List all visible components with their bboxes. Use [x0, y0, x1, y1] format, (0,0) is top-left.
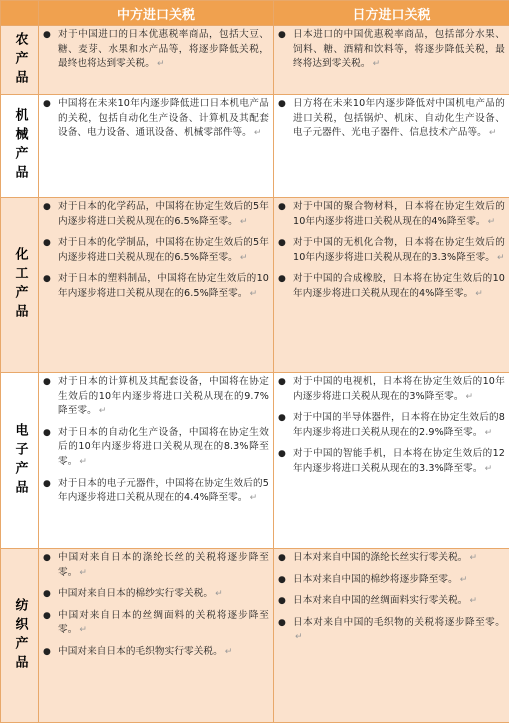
tariff-text: 日方将在未来10年内逐步降低对中国机电产品的进口关税，包括锅炉、机床、自动化生产设备、电子元器件、光电子器件、信息技术产品等。: [293, 98, 505, 139]
tariff-text: 对于中国的半导体器件，日本将在协定生效后的8年内逐步将进口关税从现在的2.9%降至零。: [293, 412, 505, 438]
tariff-text: 日本对来自中国的棉纱将逐步降至零。: [293, 573, 458, 585]
bullet-icon: ●: [278, 202, 286, 212]
cn-tariff-cell: [39, 95, 274, 198]
paragraph-mark-icon: ↵: [156, 59, 165, 70]
paragraph-mark-icon: ↵: [215, 589, 223, 600]
paragraph-mark-icon: ↵: [79, 456, 88, 467]
tariff-item: [43, 587, 269, 602]
paragraph-mark-icon: ↵: [469, 596, 478, 607]
tariff-item: [43, 609, 269, 638]
paragraph-mark-icon: ↵: [239, 216, 248, 227]
tariff-text: 中国将在未来10年内逐步降低进口日本机电产品的关税，包括自动化生产设备、计算机及其配套设备、电力设备、通讯设备、机械零部件等。: [58, 98, 269, 139]
tariff-text: 对于中国进口的日本优惠税率商品，包括大豆、糖、麦芽、水果和水产品等，将逐步降低关税，最终也将达到零关税。: [58, 29, 269, 70]
tariff-text-wrap: [293, 447, 505, 476]
table-row: [1, 26, 509, 95]
tariff-text: 对于中国的无机化合物，日本将在协定生效后的10年内逐步将进口关税从现在的3.3%降至零。: [293, 237, 505, 263]
tariff-text-wrap: [58, 426, 269, 470]
category-cell: [1, 373, 39, 549]
tariff-text-wrap: [293, 272, 505, 301]
tariff-item: [278, 97, 505, 141]
bullet-icon: ●: [278, 596, 286, 607]
tariff-text-wrap: [58, 272, 269, 301]
bullet-icon: ●: [278, 449, 286, 460]
tariff-text: 对于日本的化学药品，中国将在协定生效后的5年内逐步将进口关税从现在的6.5%降至零。: [58, 201, 269, 227]
bullet-icon: ●: [43, 274, 51, 285]
tariff-text-wrap: [58, 477, 269, 506]
paragraph-mark-icon: ↵: [253, 128, 262, 139]
tariff-item: [278, 272, 505, 301]
bullet-icon: ●: [43, 377, 51, 387]
paragraph-mark-icon: ↵: [79, 625, 88, 636]
tariff-text-wrap: [293, 573, 505, 588]
paragraph-mark-icon: ↵: [484, 463, 493, 474]
tariff-text-wrap: [58, 645, 269, 660]
category-label: 纺织产品: [12, 597, 28, 674]
bullet-icon: ●: [43, 553, 51, 563]
tariff-text: 日本对来自中国的毛织物的关税将逐步降至零。: [293, 616, 505, 628]
tariff-item: [278, 594, 505, 609]
bullet-icon: ●: [43, 646, 51, 657]
tariff-text: 对于中国的合成橡胶，日本将在协定生效后的10年内逐步将进口关税从现在的4%降至零。: [293, 273, 505, 299]
tariff-text: 中国对来自日本的棉纱实行零关税。: [58, 588, 214, 600]
tariff-text: 中国对来自日本的涤纶长丝的关税将逐步降至零。: [58, 552, 269, 578]
paragraph-mark-icon: ↵: [295, 632, 303, 643]
column-header-jp: 日方进口关税: [274, 1, 509, 26]
jp-tariff-cell: [274, 373, 509, 549]
tariff-text-wrap: [293, 411, 505, 440]
tariff-text-wrap: [293, 375, 505, 404]
category-label: 化工产品: [12, 247, 28, 323]
tariff-item: [278, 236, 505, 265]
bullet-icon: ●: [278, 99, 286, 109]
tariff-text-wrap: [58, 551, 269, 580]
tariff-text: 对于日本的化学制品，中国将在协定生效后的5年内逐步将进口关税从现在的6.5%降至零。: [58, 237, 269, 263]
tariff-item: [278, 375, 505, 404]
paragraph-mark-icon: ↵: [496, 252, 505, 263]
tariff-item: [43, 236, 269, 265]
table-body: [1, 26, 509, 723]
column-header-cn: 中方进口关税: [39, 1, 274, 26]
tariff-item: [278, 616, 505, 645]
bullet-icon: ●: [278, 413, 286, 424]
category-label: 农产品: [12, 31, 28, 89]
tariff-text: 对于中国的聚合物材料，日本将在协定生效后的10年内逐步将进口关税从现在的4%降至零。: [293, 201, 505, 227]
bullet-icon: ●: [43, 427, 51, 438]
tariff-text-wrap: [58, 97, 269, 141]
table-row: [1, 549, 509, 723]
tariff-item: [43, 645, 269, 660]
tariff-text: 对于中国的电视机，日本将在协定生效后的10年内逐步将进口关税从现在的3%降至零。: [293, 376, 505, 402]
bullet-icon: ●: [43, 30, 51, 40]
bullet-icon: ●: [278, 617, 286, 628]
paragraph-mark-icon: ↵: [224, 646, 233, 657]
tariff-text-wrap: [293, 616, 505, 645]
bullet-icon: ●: [43, 589, 51, 600]
paragraph-mark-icon: ↵: [79, 567, 88, 578]
tariff-text: 日本进口的中国优惠税率商品，包括部分水果、饲料、糖、酒精和饮料等，将逐步降低关税，最终将达到零关税。: [293, 29, 505, 70]
paragraph-mark-icon: ↵: [249, 288, 258, 299]
paragraph-mark-icon: ↵: [469, 553, 478, 563]
tariff-text-wrap: [58, 200, 269, 229]
tariff-text-wrap: [293, 236, 505, 265]
bullet-icon: ●: [278, 377, 286, 387]
tariff-text-wrap: [58, 28, 269, 72]
tariff-item: [278, 200, 505, 229]
cn-tariff-cell: [39, 549, 274, 723]
bullet-icon: ●: [278, 574, 286, 585]
jp-tariff-cell: [274, 198, 509, 373]
jp-tariff-cell: [274, 549, 509, 723]
bullet-icon: ●: [43, 238, 51, 249]
paragraph-mark-icon: ↵: [488, 128, 497, 139]
cn-tariff-cell: [39, 198, 274, 373]
tariff-item: [43, 28, 269, 72]
bullet-icon: ●: [43, 610, 51, 621]
bullet-icon: ●: [43, 478, 51, 489]
paragraph-mark-icon: ↵: [372, 59, 381, 70]
tariff-text-wrap: [293, 594, 505, 609]
tariff-item: [278, 447, 505, 476]
jp-tariff-cell: [274, 26, 509, 95]
category-label: 电子产品: [12, 422, 28, 499]
tariff-item: [278, 551, 505, 566]
paragraph-mark-icon: ↵: [249, 493, 258, 504]
tariff-text: 对于中国的智能手机，日本将在协定生效后的12年内逐步将进口关税从现在的3.3%降至零。: [293, 448, 505, 474]
table-row: [1, 373, 509, 549]
table-row: [1, 95, 509, 198]
category-cell: [1, 26, 39, 95]
tariff-text: 中国对来自日本的丝绸面料的关税将逐步降至零。: [58, 609, 269, 636]
tariff-item: [278, 411, 505, 440]
tariff-item: [43, 375, 269, 419]
tariff-item: [278, 28, 505, 72]
tariff-text: 对于日本的自动化生产设备，中国将在协定生效后的10年内逐步将进口关税从现在的8.3%降至零。: [58, 426, 269, 467]
category-cell: [1, 198, 39, 373]
paragraph-mark-icon: ↵: [459, 574, 468, 585]
bullet-icon: ●: [278, 238, 286, 249]
bullet-icon: ●: [278, 30, 286, 40]
tariff-text: 对于日本的计算机及其配套设备，中国将在协定生效后的10年内逐步将进口关税从现在的9.7%降至零。: [58, 376, 269, 417]
bullet-icon: ●: [43, 99, 51, 109]
category-label: 机械产品: [12, 108, 28, 184]
tariff-item: [43, 551, 269, 580]
tariff-item: [43, 200, 269, 229]
paragraph-mark-icon: ↵: [487, 216, 496, 227]
tariff-text-wrap: [293, 200, 505, 229]
tariff-item: [43, 426, 269, 470]
header-row: [1, 1, 509, 26]
tariff-text: 对于日本的电子元器件，中国将在协定生效后的5年内逐步将进口关税从现在的4.4%降至零。: [58, 477, 269, 504]
jp-tariff-cell: [274, 95, 509, 198]
paragraph-mark-icon: ↵: [484, 427, 493, 438]
tariff-item: [43, 97, 269, 141]
corner-cell: [1, 1, 39, 26]
tariff-text-wrap: [58, 609, 269, 638]
tariff-text: 中国对来自日本的毛织物实行零关税。: [58, 645, 223, 657]
tariff-text-wrap: [293, 97, 505, 141]
tariff-text: 日本对来自中国的丝绸面料实行零关税。: [293, 595, 468, 607]
paragraph-mark-icon: ↵: [465, 391, 474, 402]
tariff-text-wrap: [293, 28, 505, 72]
tariff-text-wrap: [58, 375, 269, 419]
category-cell: [1, 549, 39, 723]
tariff-text: 对于日本的塑料制品，中国将在协定生效后的10年内逐步将进口关税从现在的6.5%降至零。: [58, 273, 269, 299]
tariff-item: [43, 477, 269, 506]
tariff-text-wrap: [58, 587, 269, 602]
tariff-text-wrap: [293, 551, 505, 566]
tariff-item: [278, 573, 505, 588]
paragraph-mark-icon: ↵: [98, 406, 107, 417]
bullet-icon: ●: [278, 553, 286, 563]
cn-tariff-cell: [39, 373, 274, 549]
paragraph-mark-icon: ↵: [475, 288, 483, 299]
tariff-item: [43, 272, 269, 301]
tariff-text: 日本对来自中国的涤纶长丝实行零关税。: [293, 552, 468, 563]
category-cell: [1, 95, 39, 198]
paragraph-mark-icon: ↵: [239, 252, 248, 263]
cn-tariff-cell: [39, 26, 274, 95]
tariff-text-wrap: [58, 236, 269, 265]
bullet-icon: ●: [278, 274, 286, 285]
table-row: [1, 198, 509, 373]
bullet-icon: ●: [43, 202, 51, 212]
